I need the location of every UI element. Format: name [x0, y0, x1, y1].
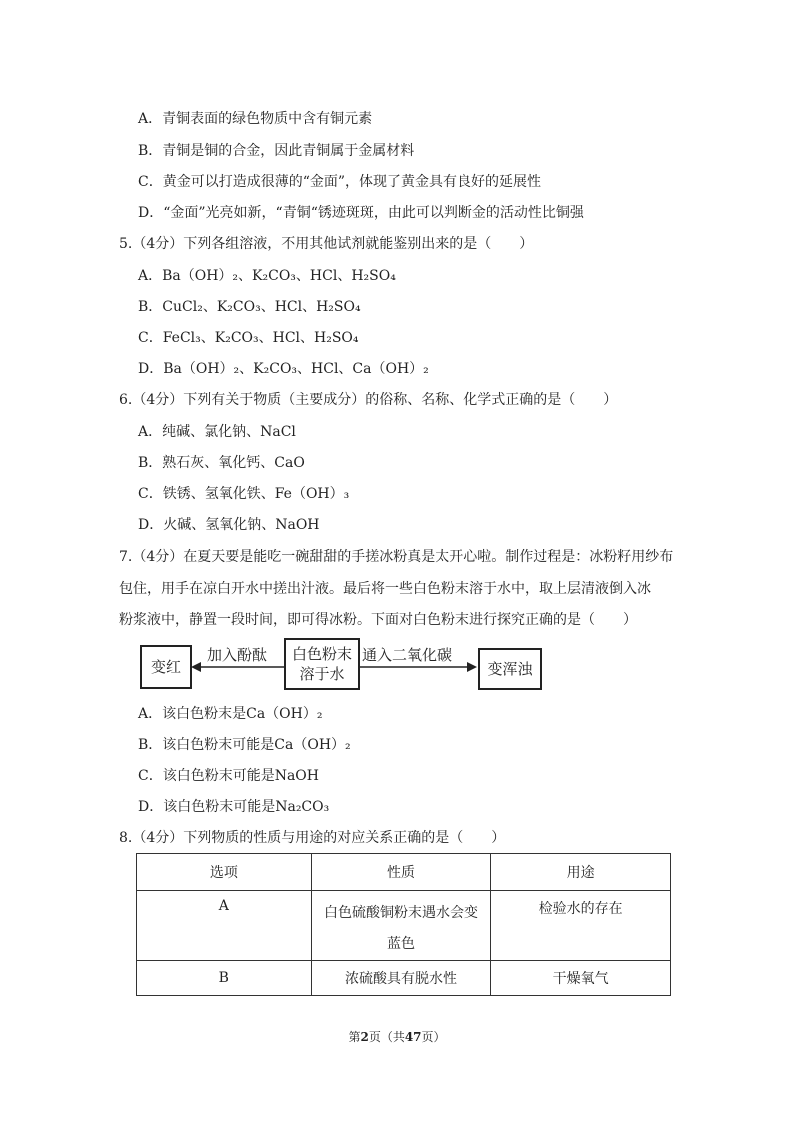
q7-stem-line-1: 7.（4分）在夏天要是能吃一碗甜甜的手搓冰粉真是太开心啦。制作过程是：冰粉籽用纱布 [119, 549, 674, 565]
q4-option-c: C．黄金可以打造成很薄的“金面”，体现了黄金具有良好的延展性 [138, 174, 542, 190]
q5-option-b: B．CuCl₂、K₂CO₃、HCl、H₂SO₄ [138, 299, 361, 315]
white-powder-label-2: 溶于水 [299, 665, 345, 683]
table-header-cell: 性质 [311, 854, 491, 891]
result-box-red-label: 变红 [150, 658, 181, 676]
q7-stem-line-2: 包住，用手在凉白开水中搓出汁液。最后将一些白色粉末溶于水中，取上层清液倒入冰 [119, 581, 651, 597]
q4-option-d: D．“金面”光亮如新，“青铜“锈迹斑斑，由此可以判断金的活动性比铜强 [138, 205, 584, 221]
co2-label: 通入二氧化碳 [362, 646, 453, 664]
table-cell: 浓硫酸具有脱水性 [311, 961, 491, 996]
q5-option-d: D．Ba（OH）₂、K₂CO₃、HCl、Ca（OH）₂ [138, 361, 429, 377]
result-box-turbid [478, 648, 542, 690]
result-box-turbid-label: 变浑浊 [487, 660, 533, 678]
page-footer [0, 1028, 794, 1045]
white-powder-label-1: 白色粉末 [291, 645, 352, 663]
footer-suffix: 页） [421, 1030, 446, 1044]
table-cell: 干燥氧气 [491, 961, 671, 996]
table-cell: 白色硫酸铜粉末遇水会变蓝色 [311, 891, 491, 961]
q6-option-c: C．铁锈、氢氧化铁、Fe（OH）₃ [138, 486, 350, 502]
phenolphthalein-label: 加入酚酞 [207, 646, 268, 664]
footer-prefix: 第 [348, 1030, 361, 1044]
table-header-cell: 选项 [137, 854, 312, 891]
footer-total-pages: 47 [404, 1030, 422, 1044]
table-header-cell: 用途 [491, 854, 671, 891]
right-arrowhead [467, 662, 477, 672]
white-powder-box [284, 638, 360, 690]
q8-table [136, 853, 671, 996]
q6-option-d: D．火碱、氢氧化钠、NaOH [138, 517, 320, 533]
q7-option-c: C．该白色粉末可能是NaOH [138, 768, 319, 784]
q7-option-d: D．该白色粉末可能是Na₂CO₃ [138, 799, 330, 815]
table-row [137, 891, 671, 961]
table-cell: 检验水的存在 [491, 891, 671, 961]
q5-option-a: A．Ba（OH）₂、K₂CO₃、HCl、H₂SO₄ [138, 268, 396, 284]
q4-option-a: A．青铜表面的绿色物质中含有铜元素 [138, 111, 373, 127]
table-cell: A [137, 891, 312, 961]
q5-stem: 5.（4分）下列各组溶液，不用其他试剂就能鉴别出来的是（ ） [119, 236, 534, 252]
q7-option-b: B．该白色粉末可能是Ca（OH）₂ [138, 737, 351, 753]
q8-stem: 8.（4分）下列物质的性质与用途的对应关系正确的是（ ） [119, 830, 506, 846]
table-header-row [137, 854, 671, 891]
table-cell: B [137, 961, 312, 996]
q4-option-b: B．青铜是铜的合金，因此青铜属于金属材料 [138, 143, 415, 159]
footer-page-number: 2 [360, 1030, 369, 1044]
q6-option-a: A．纯碱、氯化钠、NaCl [138, 424, 296, 440]
result-box-red [140, 645, 192, 689]
q5-option-c: C．FeCl₃、K₂CO₃、HCl、H₂SO₄ [138, 330, 359, 346]
q7-option-a: A．该白色粉末是Ca（OH）₂ [138, 706, 323, 722]
q6-stem: 6.（4分）下列有关于物质（主要成分）的俗称、名称、化学式正确的是（ ） [119, 392, 618, 408]
q6-option-b: B．熟石灰、氧化钙、CaO [138, 455, 305, 471]
q7-stem-line-3: 粉浆液中，静置一段时间，即可得冰粉。下面对白色粉末进行探究正确的是（ ） [119, 612, 637, 628]
left-arrowhead [191, 662, 201, 672]
table-row [137, 961, 671, 996]
footer-mid: 页（共 [368, 1030, 405, 1044]
